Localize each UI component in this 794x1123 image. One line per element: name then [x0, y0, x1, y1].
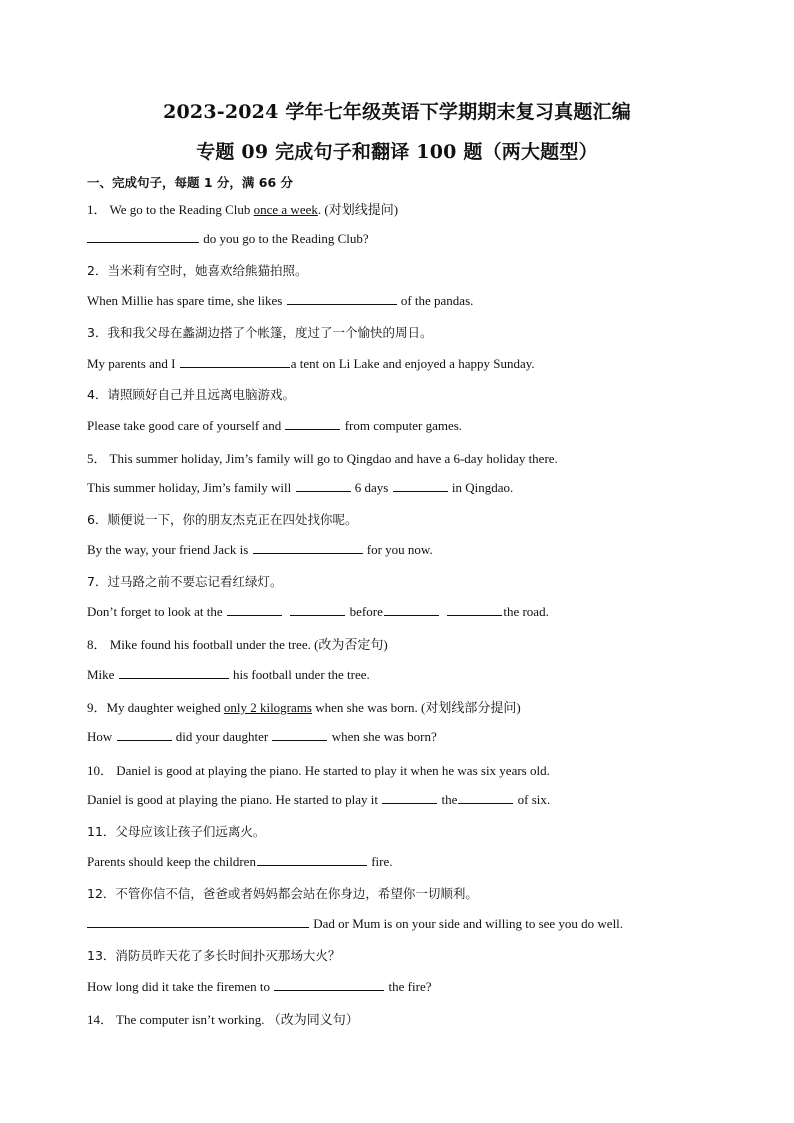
question-10-prompt: 10． Daniel is good at playing the piano. He started to play it when he was six years old.	[87, 763, 550, 778]
answer-blank[interactable]	[285, 417, 340, 430]
question-10-answer: Daniel is good at playing the piano. He started to play it the of six.	[87, 792, 551, 807]
answer-blank[interactable]	[458, 791, 513, 804]
answer-blank[interactable]	[272, 728, 327, 741]
question-6-answer: By the way, your friend Jack is for you now.	[87, 542, 433, 557]
answer-blank[interactable]	[274, 978, 384, 991]
question-2-answer: When Millie has spare time, she likes of the pandas.	[87, 293, 474, 308]
question-1-answer: do you go to the Reading Club?	[87, 230, 369, 247]
question-7-answer: Don’t forget to look at the before the road.	[87, 604, 549, 619]
document-subtitle: 专题 09 完成句子和翻译 100 题（两大题型）	[196, 141, 598, 163]
underlined-phrase: once a week	[253, 202, 318, 217]
answer-blank[interactable]	[290, 603, 345, 616]
question-5-prompt: 5． This summer holiday, Jim’s family will go to Qingdao and have a 6-day holiday there.	[87, 451, 558, 466]
question-4-answer: Please take good care of yourself and from computer games.	[87, 418, 463, 433]
answer-blank[interactable]	[382, 791, 437, 804]
document-title: 2023-2024 学年七年级英语下学期期末复习真题汇编	[163, 101, 631, 123]
question-1-prompt: 1． We go to the Reading Club once a week. (对划线提问)	[87, 202, 399, 217]
answer-blank[interactable]	[296, 479, 351, 492]
question-9-prompt: 9．My daughter weighed only 2 kilograms when she was born. (对划线部分提问)	[87, 700, 521, 715]
question-4-prompt: 4．请照顾好自己并且远离电脑游戏。	[87, 387, 295, 402]
answer-blank[interactable]	[287, 292, 397, 305]
answer-blank[interactable]	[384, 603, 439, 616]
question-11-prompt: 11．父母应该让孩子们远离火。	[87, 824, 266, 839]
question-13-answer: How long did it take the firemen to the fire?	[87, 979, 432, 994]
question-14-prompt: 14． The computer isn’t working. （改为同义句）	[87, 1012, 359, 1027]
answer-blank[interactable]	[447, 603, 502, 616]
section-heading: 一、完成句子，每题 1 分，满 66 分	[87, 175, 294, 190]
question-5-answer: This summer holiday, Jim’s family will 6 days in Qingdao.	[87, 480, 514, 495]
question-8-prompt: 8． Mike found his football under the tree. (改为否定句)	[87, 637, 388, 652]
question-7-prompt: 7．过马路之前不要忘记看红绿灯。	[87, 574, 283, 589]
answer-blank[interactable]	[180, 355, 290, 368]
question-6-prompt: 6．顺便说一下，你的朋友杰克正在四处找你呢。	[87, 512, 358, 527]
question-3-answer: My parents and I a tent on Li Lake and enjoyed a happy Sunday.	[87, 356, 535, 371]
question-11-answer: Parents should keep the children fire.	[87, 854, 393, 869]
question-13-prompt: 13．消防员昨天花了多长时间扑灭那场大火？	[87, 948, 341, 963]
answer-blank[interactable]	[119, 666, 229, 679]
question-2-prompt: 2．当米莉有空时，她喜欢给熊猫拍照。	[87, 263, 308, 278]
question-3-prompt: 3．我和我父母在蠡湖边搭了个帐篷，度过了一个愉快的周日。	[87, 325, 433, 340]
answer-blank[interactable]	[393, 479, 448, 492]
question-12-prompt: 12．不管你信不信，爸爸或者妈妈都会站在你身边，希望你一切顺利。	[87, 886, 478, 901]
answer-blank[interactable]	[117, 728, 172, 741]
answer-blank[interactable]	[227, 603, 282, 616]
question-12-answer: Dad or Mum is on your side and willing to see you do well.	[87, 915, 623, 932]
question-8-answer: Mike his football under the tree.	[87, 667, 370, 682]
question-9-answer: How did your daughter when she was born?	[87, 729, 437, 744]
underlined-phrase: only 2 kilograms	[223, 700, 312, 715]
answer-blank[interactable]	[257, 853, 367, 866]
answer-blank[interactable]	[87, 230, 199, 243]
answer-blank[interactable]	[253, 541, 363, 554]
answer-blank[interactable]	[87, 915, 309, 928]
